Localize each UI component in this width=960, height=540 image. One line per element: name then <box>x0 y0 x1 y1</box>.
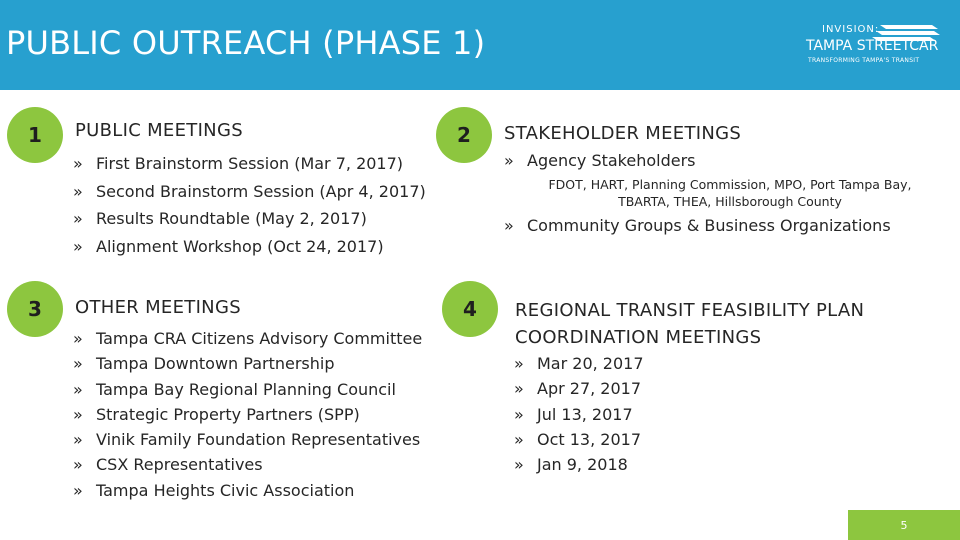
bullet-icon: » <box>514 354 524 373</box>
bullet-icon: » <box>73 480 83 500</box>
logo-tagline: TRANSFORMING TAMPA'S TRANSIT <box>808 57 920 64</box>
list-item: » Tampa Heights Civic Association <box>73 478 422 503</box>
bullet-icon: » <box>514 455 524 475</box>
page-number: 5 <box>848 510 960 540</box>
logo-line-2: TAMPA STREETCAR <box>806 38 939 54</box>
bullet-icon: » <box>73 209 83 228</box>
section-4-list <box>514 351 644 477</box>
bullet-icon: » <box>73 154 83 173</box>
list-item: » Tampa Downtown Partnership <box>73 351 422 376</box>
section-2-number-badge: 2 <box>436 107 492 163</box>
bullet-icon: » <box>514 379 524 399</box>
section-2-title: STAKEHOLDER MEETINGS <box>504 123 742 144</box>
bullet-icon: » <box>73 430 83 450</box>
list-item: » Alignment Workshop (Oct 24, 2017) <box>73 233 426 261</box>
section-2-list-b <box>504 216 891 236</box>
invision-tampa-streetcar-logo <box>800 20 940 70</box>
bullet-icon: » <box>73 329 83 348</box>
list-item: » Strategic Property Partners (SPP) <box>73 402 422 427</box>
list-item: » Apr 27, 2017 <box>514 376 644 401</box>
bullet-icon: » <box>514 429 524 449</box>
bullet-icon: » <box>73 236 83 256</box>
logo-line-1: INVISION: <box>822 24 880 35</box>
bullet-icon: » <box>73 404 83 424</box>
bullet-icon: » <box>73 354 83 374</box>
list-item: » Jul 13, 2017 <box>514 402 644 427</box>
section-2-list-a <box>504 151 696 171</box>
list-item: » First Brainstorm Session (Mar 7, 2017) <box>73 150 426 178</box>
list-item: » Second Brainstorm Session (Apr 4, 2017) <box>73 178 426 206</box>
section-3-title: OTHER MEETINGS <box>75 297 241 318</box>
section-1-number-badge: 1 <box>7 107 63 163</box>
list-item: » CSX Representatives <box>73 452 422 477</box>
section-4-title: REGIONAL TRANSIT FEASIBILITY PLAN COORDINATION MEETINGS <box>515 300 865 348</box>
bullet-icon: » <box>73 181 83 201</box>
list-item: » Agency Stakeholders <box>504 151 696 170</box>
list-item: » Community Groups & Business Organizations <box>504 216 891 235</box>
list-item: » Jan 9, 2018 <box>514 452 644 477</box>
bullet-icon: » <box>514 404 524 424</box>
section-1-list <box>73 150 426 260</box>
bullet-icon: » <box>73 379 83 399</box>
section-1-title: PUBLIC MEETINGS <box>75 120 243 141</box>
list-item: » Tampa Bay Regional Planning Council <box>73 377 422 402</box>
agency-stakeholders-detail: FDOT, HART, Planning Commission, MPO, Port Tampa Bay, TBARTA, THEA, Hillsborough County <box>548 177 912 209</box>
section-3-number-badge: 3 <box>7 281 63 337</box>
list-item: » Vinik Family Foundation Representatives <box>73 427 422 452</box>
bullet-icon: » <box>73 455 83 475</box>
section-4-number-badge: 4 <box>442 281 498 337</box>
title-bar <box>0 0 960 90</box>
section-3-list <box>73 326 422 503</box>
list-item: » Oct 13, 2017 <box>514 427 644 452</box>
list-item: » Tampa CRA Citizens Advisory Committee <box>73 326 422 351</box>
bullet-icon: » <box>504 216 514 235</box>
list-item: » Mar 20, 2017 <box>514 351 644 376</box>
bullet-icon: » <box>504 151 514 170</box>
slide-title: PUBLIC OUTREACH (PHASE 1) <box>6 24 486 62</box>
list-item: » Results Roundtable (May 2, 2017) <box>73 205 426 233</box>
